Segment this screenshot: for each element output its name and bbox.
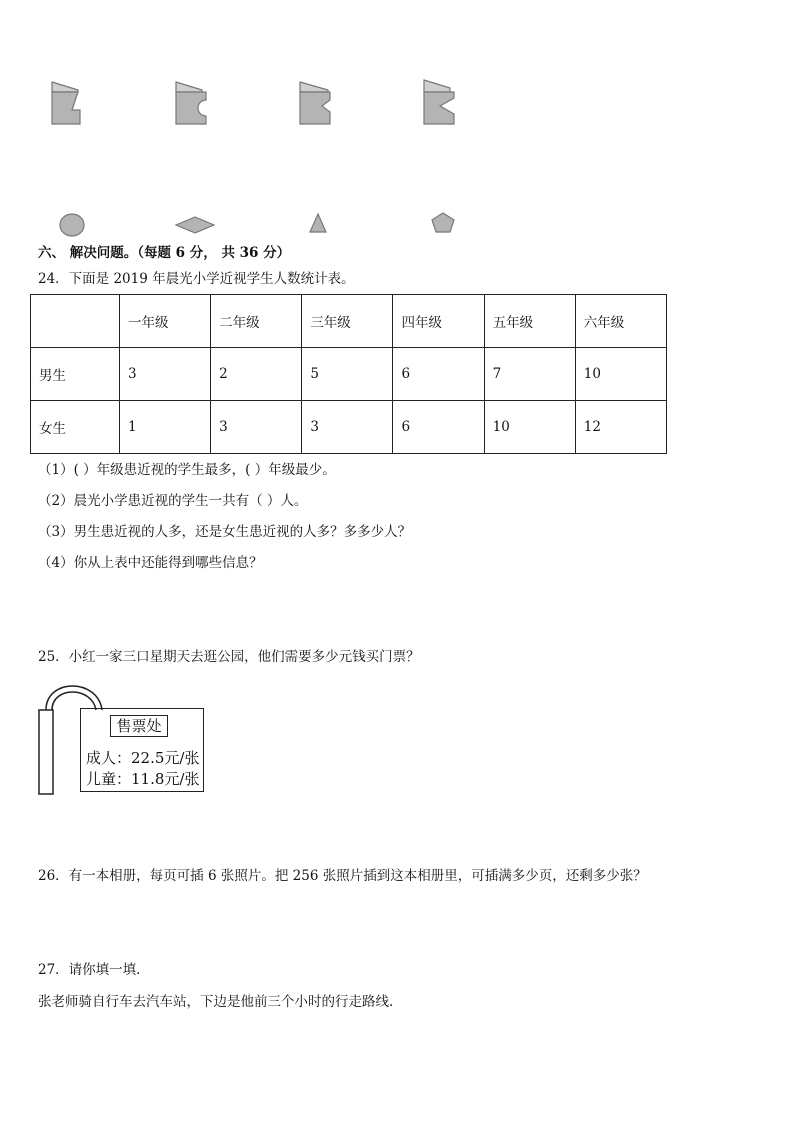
table-cell: 7 bbox=[484, 348, 575, 401]
table-cell: 1 bbox=[120, 401, 211, 454]
table-cell: 10 bbox=[575, 348, 666, 401]
folded-shape-3-icon bbox=[298, 80, 334, 126]
table-cell bbox=[31, 295, 120, 348]
diamond-icon bbox=[174, 215, 216, 235]
ticket-office-title: 售票处 bbox=[110, 715, 168, 737]
table-cell: 5 bbox=[302, 348, 393, 401]
table-cell: 一年级 bbox=[120, 295, 211, 348]
q24-sub2: （2）晨光小学患近视的学生一共有（ ）人。 bbox=[38, 493, 308, 509]
table-cell: 男生 bbox=[31, 348, 120, 401]
table-cell: 四年级 bbox=[393, 295, 484, 348]
table-cell: 3 bbox=[211, 401, 302, 454]
table-cell: 六年级 bbox=[575, 295, 666, 348]
pentagon-icon bbox=[430, 212, 456, 234]
triangle-icon bbox=[308, 212, 328, 234]
table-cell: 12 bbox=[575, 401, 666, 454]
circle-icon bbox=[58, 212, 86, 238]
q27-line1: 张老师骑自行车去汽车站，下边是他前三个小时的行走路线． bbox=[38, 994, 403, 1010]
q24-sub4: （4）你从上表中还能得到哪些信息？ bbox=[38, 555, 263, 571]
section-heading: 六、 解决问题。（每题 6 分， 共 36 分） bbox=[38, 245, 291, 261]
q24-sub3: （3）男生患近视的人多，还是女生患近视的人多？多多少人？ bbox=[38, 524, 412, 540]
table-cell: 五年级 bbox=[484, 295, 575, 348]
table-cell: 3 bbox=[302, 401, 393, 454]
table-cell: 二年级 bbox=[211, 295, 302, 348]
table-cell: 三年级 bbox=[302, 295, 393, 348]
table-cell: 女生 bbox=[31, 401, 120, 454]
q26-title: 26．有一本相册，每页可插 6 张照片。把 256 张照片插到这本相册里，可插满多少页，还剩多少张？ bbox=[38, 868, 647, 884]
child-price: 儿童：11.8元/张 bbox=[86, 770, 200, 788]
folded-shape-2-icon bbox=[174, 80, 210, 126]
ticket-office-sign bbox=[80, 708, 204, 792]
q25-title: 25．小红一家三口星期天去逛公园，他们需要多少元钱买门票？ bbox=[38, 649, 420, 665]
folded-shape-4-icon bbox=[422, 78, 458, 126]
table-cell: 10 bbox=[484, 401, 575, 454]
table-cell: 2 bbox=[211, 348, 302, 401]
table-header-row bbox=[31, 295, 667, 348]
table-cell: 3 bbox=[120, 348, 211, 401]
q24-sub1: （1）( ）年级患近视的学生最多，( ）年级最少。 bbox=[38, 462, 336, 478]
adult-price: 成人：22.5元/张 bbox=[86, 749, 200, 767]
q27-title: 27．请你填一填． bbox=[38, 962, 150, 978]
table-cell: 6 bbox=[393, 348, 484, 401]
table-row bbox=[31, 401, 667, 454]
q24-title: 24．下面是 2019 年晨光小学近视学生人数统计表。 bbox=[38, 271, 355, 287]
folded-shape-1-icon bbox=[48, 80, 84, 126]
table-row bbox=[31, 348, 667, 401]
table-cell: 6 bbox=[393, 401, 484, 454]
myopia-stats-table bbox=[30, 294, 667, 454]
